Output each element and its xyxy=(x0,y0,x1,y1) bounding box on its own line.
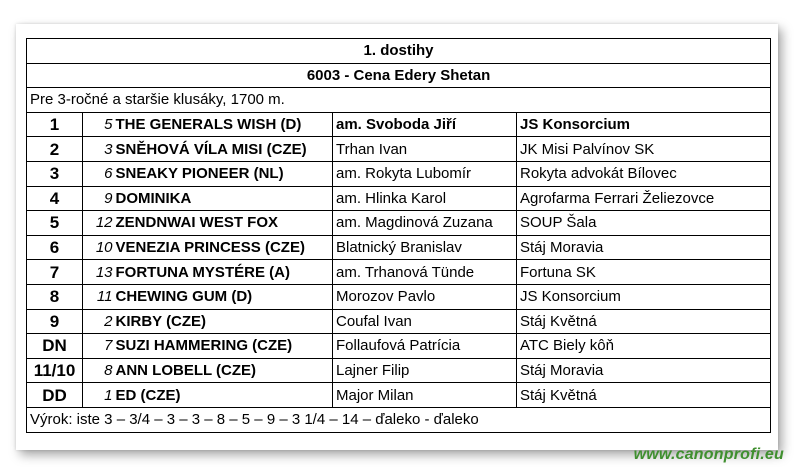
result-place: 3 xyxy=(27,161,83,186)
result-start-number: 13 xyxy=(83,260,115,285)
result-horse: CHEWING GUM (D) xyxy=(115,284,333,309)
result-driver: Trhan Ivan xyxy=(333,137,517,162)
result-horse: THE GENERALS WISH (D) xyxy=(115,112,333,137)
result-driver: Coufal Ivan xyxy=(333,309,517,334)
result-place: 4 xyxy=(27,186,83,211)
result-horse: ED (CZE) xyxy=(115,383,333,408)
result-driver: am. Hlinka Karol xyxy=(333,186,517,211)
result-row xyxy=(27,137,771,162)
result-owner: JK Misi Palvínov SK xyxy=(517,137,771,162)
result-driver: Follaufová Patrícia xyxy=(333,334,517,359)
result-row xyxy=(27,235,771,260)
result-place: 11/10 xyxy=(27,358,83,383)
result-start-number: 3 xyxy=(83,137,115,162)
result-horse: DOMINIKA xyxy=(115,186,333,211)
result-driver: Morozov Pavlo xyxy=(333,284,517,309)
result-horse: SNĚHOVÁ VÍLA MISI (CZE) xyxy=(115,137,333,162)
result-owner: Fortuna SK xyxy=(517,260,771,285)
result-horse: VENEZIA PRINCESS (CZE) xyxy=(115,235,333,260)
result-start-number: 12 xyxy=(83,211,115,236)
result-horse: ZENDNWAI WEST FOX xyxy=(115,211,333,236)
result-owner: Stáj Květná xyxy=(517,383,771,408)
result-driver: Lajner Filip xyxy=(333,358,517,383)
result-horse: ANN LOBELL (CZE) xyxy=(115,358,333,383)
result-row xyxy=(27,112,771,137)
results-sheet xyxy=(16,24,778,450)
race-conditions-row xyxy=(27,88,771,113)
result-place: 9 xyxy=(27,309,83,334)
result-owner: Stáj Moravia xyxy=(517,235,771,260)
result-owner: Agrofarma Ferrari Želiezovce xyxy=(517,186,771,211)
result-row xyxy=(27,211,771,236)
result-place: DN xyxy=(27,334,83,359)
race-number: 1. dostihy xyxy=(27,39,771,64)
race-conditions: Pre 3-ročné a staršie klusáky, 1700 m. xyxy=(27,88,771,113)
result-place: DD xyxy=(27,383,83,408)
outcome-row xyxy=(27,407,771,432)
result-start-number: 11 xyxy=(83,284,115,309)
result-row xyxy=(27,186,771,211)
result-driver: am. Svoboda Jiří xyxy=(333,112,517,137)
result-start-number: 6 xyxy=(83,161,115,186)
result-horse: SNEAKY PIONEER (NL) xyxy=(115,161,333,186)
result-place: 6 xyxy=(27,235,83,260)
result-place: 7 xyxy=(27,260,83,285)
result-start-number: 8 xyxy=(83,358,115,383)
result-row xyxy=(27,161,771,186)
result-start-number: 10 xyxy=(83,235,115,260)
result-driver: Blatnický Branislav xyxy=(333,235,517,260)
result-driver: Major Milan xyxy=(333,383,517,408)
race-number-row xyxy=(27,39,771,64)
race-name: 6003 - Cena Edery Shetan xyxy=(27,63,771,88)
result-start-number: 1 xyxy=(83,383,115,408)
result-row xyxy=(27,260,771,285)
result-place: 1 xyxy=(27,112,83,137)
result-owner: Rokyta advokát Bílovec xyxy=(517,161,771,186)
result-owner: SOUP Šala xyxy=(517,211,771,236)
result-owner: ATC Biely kôň xyxy=(517,334,771,359)
result-start-number: 9 xyxy=(83,186,115,211)
result-driver: am. Trhanová Tünde xyxy=(333,260,517,285)
race-outcome: Výrok: iste 3 – 3/4 – 3 – 3 – 8 – 5 – 9 – 3 1/4 – 14 – ďaleko - ďaleko xyxy=(27,407,771,432)
result-start-number: 7 xyxy=(83,334,115,359)
result-owner: Stáj Květná xyxy=(517,309,771,334)
result-driver: am. Rokyta Lubomír xyxy=(333,161,517,186)
result-driver: am. Magdinová Zuzana xyxy=(333,211,517,236)
result-place: 8 xyxy=(27,284,83,309)
result-horse: FORTUNA MYSTÉRE (A) xyxy=(115,260,333,285)
result-place: 5 xyxy=(27,211,83,236)
result-owner: JS Konsorcium xyxy=(517,112,771,137)
result-horse: SUZI HAMMERING (CZE) xyxy=(115,334,333,359)
result-row xyxy=(27,284,771,309)
result-start-number: 2 xyxy=(83,309,115,334)
result-horse: KIRBY (CZE) xyxy=(115,309,333,334)
result-owner: Stáj Moravia xyxy=(517,358,771,383)
result-row xyxy=(27,309,771,334)
result-row xyxy=(27,383,771,408)
result-start-number: 5 xyxy=(83,112,115,137)
result-place: 2 xyxy=(27,137,83,162)
result-row xyxy=(27,358,771,383)
result-owner: JS Konsorcium xyxy=(517,284,771,309)
race-results-table xyxy=(26,38,771,433)
race-name-row xyxy=(27,63,771,88)
result-row xyxy=(27,334,771,359)
watermark: www.canonprofi.eu xyxy=(633,446,784,463)
